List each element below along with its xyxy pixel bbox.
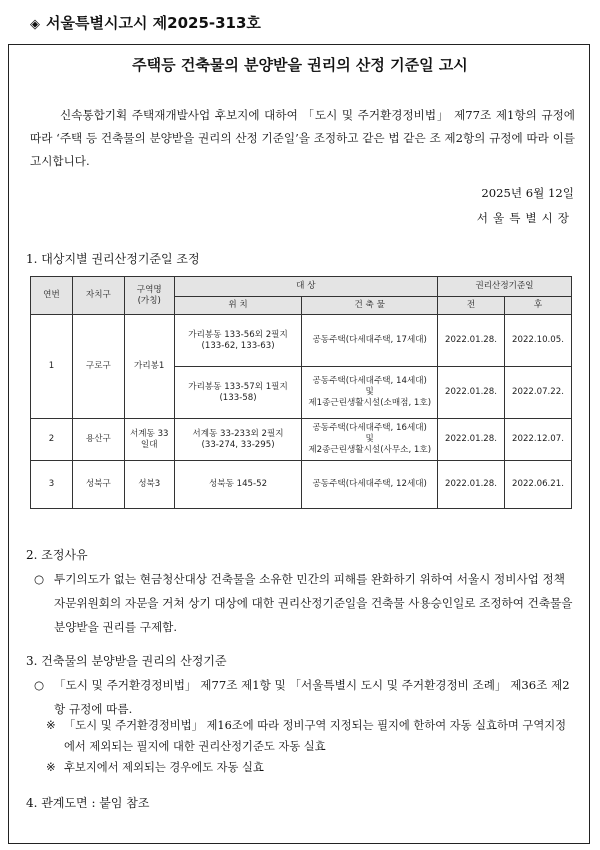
cell-district: 구로구 (72, 315, 124, 419)
circle-bullet-icon: ○ (34, 678, 45, 692)
section3-heading: 3. 건축물의 분양받을 권리의 산정기준 (26, 654, 227, 668)
reference-mark-icon: ※ (46, 719, 56, 732)
cell-no: 2 (31, 419, 73, 461)
section4-heading: 4. 관계도면 : 붙임 참조 (26, 796, 150, 810)
cell-area: 성북3 (124, 461, 174, 509)
section3-paragraph (34, 673, 574, 721)
page-title: 주택등 건축물의 분양받을 권리의 산정 기준일 고시 (132, 56, 468, 74)
note-item (46, 715, 574, 757)
cell-location: 가리봉동 133-56외 2필지 (133-62, 133-63) (174, 315, 302, 367)
cell-before: 2022.01.28. (438, 461, 505, 509)
cell-after: 2022.12.07. (504, 419, 571, 461)
cell-before: 2022.01.28. (438, 367, 505, 419)
cell-building: 공동주택(다세대주택, 14세대) 및 제1종근린생활시설(소매점, 1호) (302, 367, 438, 419)
cell-area: 서계동 33 일대 (124, 419, 174, 461)
section2-text: 투기의도가 없는 현금청산대상 건축물을 소유한 민간의 피해를 완화하기 위하여 서울시 정비사업 정책자문위원회의 자문을 거쳐 상기 대상에 대한 권리산정기준일을 건축물 사용승인일로 조정하여 건축물을 분양받을 권리를 구제함. (54, 572, 573, 634)
section2-heading: 2. 조정사유 (26, 548, 88, 562)
cell-building: 공동주택(다세대주택, 16세대) 및 제2종근린생활시설(사무소, 1호) (302, 419, 438, 461)
section3-text: 「도시 및 주거환경정비법」 제77조 제1항 및 「서울특별시 도시 및 주거환경정비 조례」 제36조 제2항 규정에 따름. (54, 678, 570, 716)
cell-no: 1 (31, 315, 73, 419)
note-text: 후보지에서 제외되는 경우에도 자동 실효 (64, 761, 264, 774)
reference-mark-icon: ※ (46, 761, 56, 774)
table-row (31, 419, 572, 461)
header-location: 위 치 (174, 297, 302, 315)
cell-location: 가리봉동 133-57외 1필지 (133-58) (174, 367, 302, 419)
header-criteria: 권리산정기준일 (438, 277, 572, 297)
cell-building: 공동주택(다세대주택, 17세대) (302, 315, 438, 367)
table-row (31, 315, 572, 367)
note-item (46, 757, 574, 778)
cell-district: 성북구 (72, 461, 124, 509)
header-no: 연번 (31, 277, 73, 315)
header-district: 자치구 (72, 277, 124, 315)
intro-paragraph: 신속통합기획 주택재개발사업 후보지에 대하여 「도시 및 주거환경정비법」 제77조 제1항의 규정에 따라 ‘주택 등 건축물의 분양받을 권리의 산정 기준일’을 조정하고 같은 법 같은 조 제2항의 규정에 따라 이를 고시합니다. (30, 108, 575, 168)
notice-number: ◈ 서울특별시고시 제2025-313호 (30, 14, 261, 32)
section1-heading: 1. 대상지별 권리산정기준일 조정 (26, 252, 200, 266)
header-area: 구역명 (가칭) (124, 277, 174, 315)
header-target: 대 상 (174, 277, 437, 297)
cell-no: 3 (31, 461, 73, 509)
cell-before: 2022.01.28. (438, 419, 505, 461)
cell-location: 성북동 145-52 (174, 461, 302, 509)
notice-date: 2025년 6월 12일 (481, 186, 574, 200)
cell-district: 용산구 (72, 419, 124, 461)
diamond-icon: ◈ (30, 17, 40, 32)
cell-location: 서계동 33-233외 2필지 (33-274, 33-295) (174, 419, 302, 461)
cell-area: 가리봉1 (124, 315, 174, 419)
issuer-name: 서울특별시장 (476, 211, 574, 225)
header-building: 건 축 물 (302, 297, 438, 315)
table-row (31, 461, 572, 509)
circle-bullet-icon: ○ (34, 572, 45, 586)
header-after: 후 (504, 297, 571, 315)
cell-after: 2022.10.05. (504, 315, 571, 367)
cell-building: 공동주택(다세대주택, 12세대) (302, 461, 438, 509)
cell-after: 2022.07.22. (504, 367, 571, 419)
note-text: 「도시 및 주거환경정비법」 제16조에 따라 정비구역 지정되는 필지에 한하여 자동 실효하며 구역지정에서 제외되는 필지에 대한 권리산정기준도 자동 실효 (64, 719, 567, 753)
header-before: 전 (438, 297, 505, 315)
cell-after: 2022.06.21. (504, 461, 571, 509)
criteria-table (30, 276, 572, 509)
cell-before: 2022.01.28. (438, 315, 505, 367)
section2-paragraph (34, 567, 574, 639)
